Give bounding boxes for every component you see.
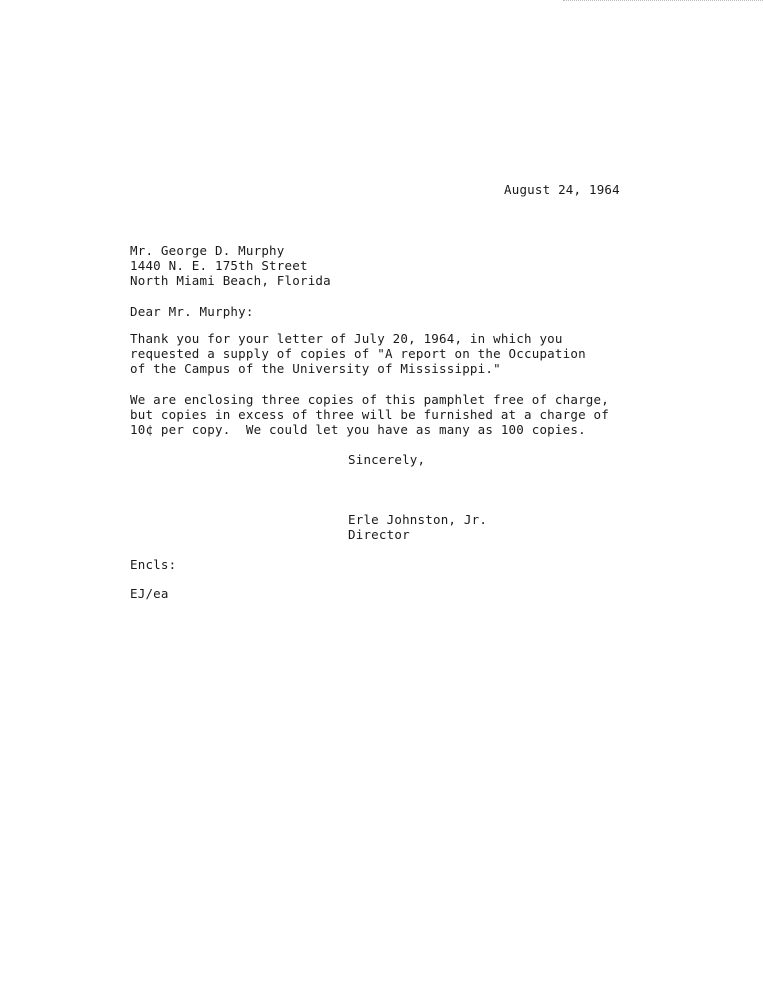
- address-line-city: North Miami Beach, Florida: [130, 273, 331, 288]
- paragraph-2-line: We are enclosing three copies of this pamphlet free of charge,: [130, 392, 609, 407]
- top-edge-dots: [563, 0, 763, 3]
- paragraph-2-line: but copies in excess of three will be furnished at a charge of: [130, 407, 609, 422]
- signer-title: Director: [348, 527, 410, 542]
- salutation: Dear Mr. Murphy:: [130, 304, 254, 319]
- enclosures-note: Encls:: [130, 557, 177, 572]
- paragraph-1-line: requested a supply of copies of "A report on the Occupation: [130, 346, 586, 361]
- paragraph-2: [130, 392, 609, 437]
- paragraph-1-line: Thank you for your letter of July 20, 1964, in which you: [130, 331, 563, 346]
- address-line-name: Mr. George D. Murphy: [130, 243, 285, 258]
- paragraph-2-line: 10¢ per copy. We could let you have as many as 100 copies.: [130, 422, 586, 437]
- paragraph-1-line: of the Campus of the University of Mississippi.": [130, 361, 501, 376]
- closing: Sincerely,: [348, 452, 426, 467]
- signature-block: [348, 512, 487, 542]
- reference-initials: EJ/ea: [130, 586, 169, 601]
- paragraph-1: [130, 331, 586, 376]
- signer-name: Erle Johnston, Jr.: [348, 512, 488, 527]
- address-line-street: 1440 N. E. 175th Street: [130, 258, 308, 273]
- recipient-address: [130, 243, 331, 288]
- letter-date: August 24, 1964: [504, 182, 620, 197]
